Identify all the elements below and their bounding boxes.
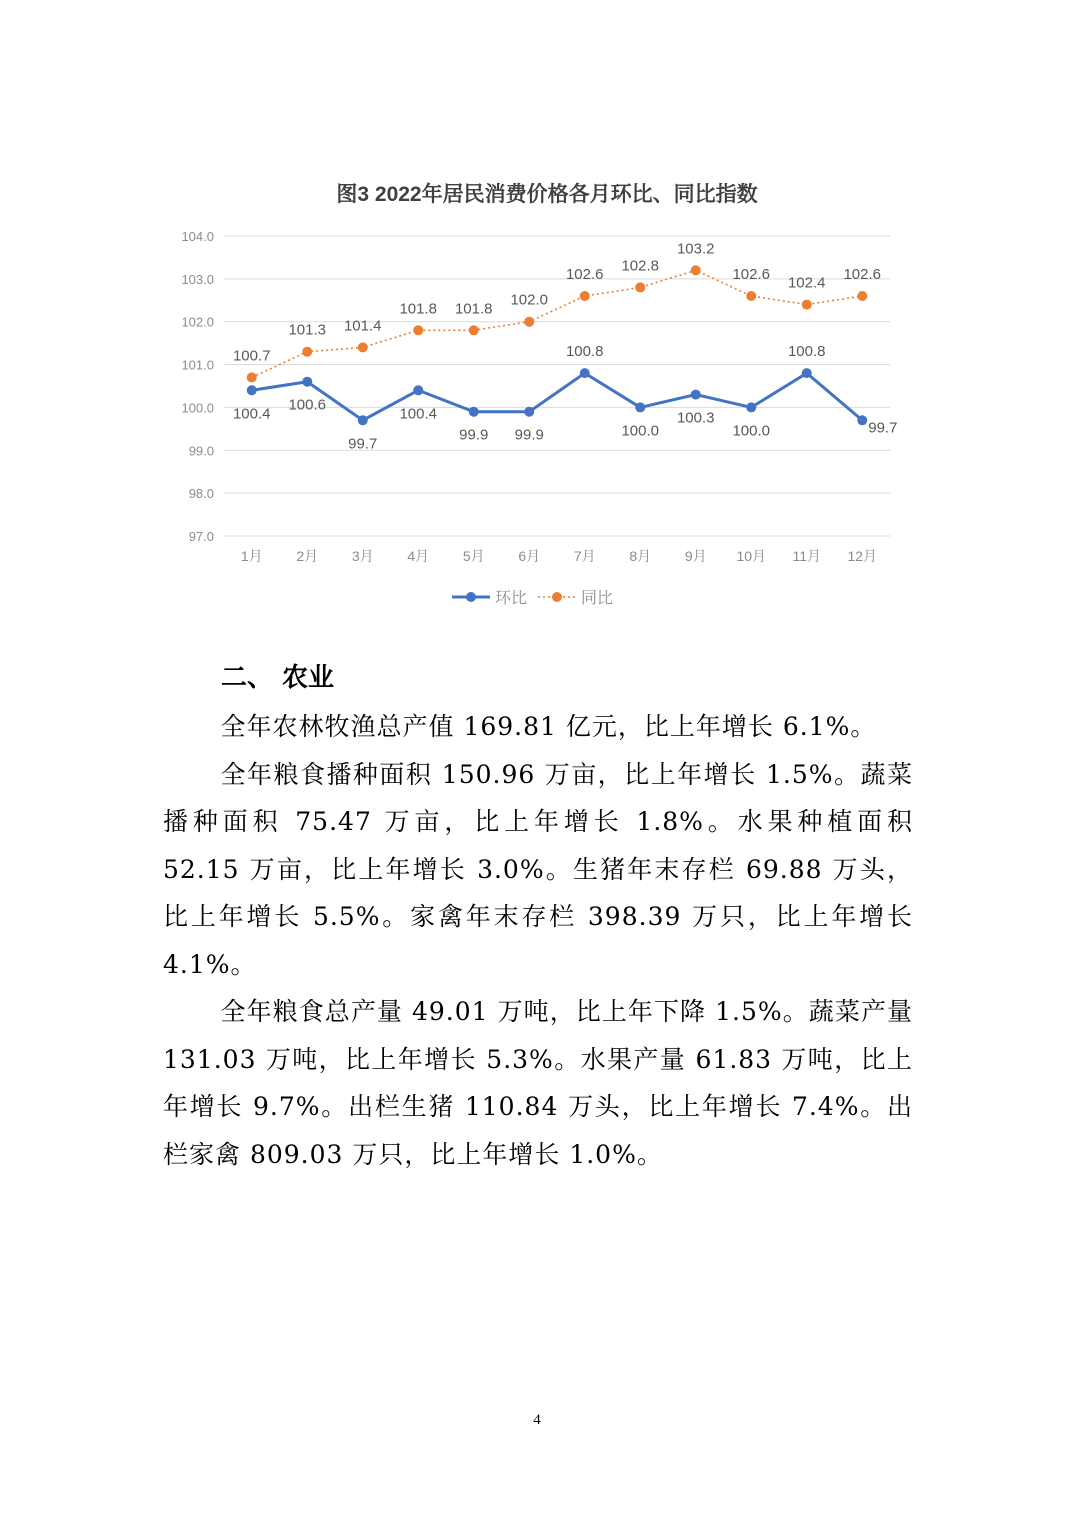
data-point (746, 402, 756, 412)
data-label-yoy: 102.6 (732, 266, 771, 283)
x-tick-label: 11月 (792, 548, 822, 564)
data-label-mom: 99.9 (459, 426, 489, 444)
paragraph-production: 全年粮食总产量 49.01 万吨，比上年下降 1.5%。蔬菜产量 131.03 万吨，比上年增长 5.3%。水果产量 61.83 万吨，比上年增长 9.7%。出栏生猪 110.84 万头，比上年增长 7.4%。出栏家禽 809.03 万只，比上年增长 1.0%。 (163, 997, 913, 1169)
x-tick-label: 12月 (847, 548, 878, 564)
data-label-mom: 99.7 (348, 435, 378, 453)
data-label-mom: 100.4 (232, 405, 271, 423)
agriculture-section (163, 655, 913, 1178)
data-point (247, 372, 257, 382)
data-label-mom: 100.3 (676, 409, 715, 427)
data-point (802, 368, 812, 378)
y-tick-label: 103.0 (181, 271, 214, 287)
data-label-yoy: 101.3 (288, 321, 327, 339)
legend-marker-yoy (552, 592, 562, 602)
data-label-yoy: 102.6 (565, 266, 604, 283)
data-label-mom: 100.4 (399, 405, 438, 423)
chart-canvas (150, 165, 910, 620)
legend-label-yoy: 同比 (581, 590, 614, 607)
data-point (413, 385, 423, 395)
data-point (358, 415, 368, 425)
series-line-0 (252, 373, 863, 423)
data-label-yoy: 102.0 (510, 291, 549, 309)
data-point (635, 402, 645, 412)
y-tick-label: 104.0 (181, 229, 214, 244)
data-point (302, 347, 312, 357)
data-point (413, 325, 423, 335)
data-point (524, 317, 534, 327)
data-label-mom: 99.7 (868, 419, 898, 437)
data-label-mom: 100.8 (565, 343, 604, 361)
data-point (691, 390, 701, 400)
y-tick-label: 101.0 (181, 357, 214, 373)
cpi-line-chart (150, 165, 910, 620)
chart-title: 图3 2022年居民消费价格各月环比、同比指数 (336, 183, 758, 206)
data-label-yoy: 100.7 (232, 347, 271, 365)
data-label-yoy: 102.6 (843, 266, 882, 283)
data-point (857, 291, 867, 301)
x-tick-label: 5月 (462, 548, 485, 564)
data-label-yoy: 103.2 (676, 240, 715, 258)
section-heading: 二、 农业 (221, 663, 335, 693)
data-point (635, 282, 645, 292)
paragraph-total-output: 全年农林牧渔总产值 169.81 亿元，比上年增长 6.1%。 (220, 712, 877, 741)
data-point (247, 385, 257, 395)
data-point (302, 377, 312, 387)
y-tick-label: 97.0 (188, 529, 214, 544)
x-tick-label: 10月 (736, 548, 767, 564)
data-point (802, 300, 812, 310)
y-tick-label: 102.0 (181, 314, 214, 330)
x-tick-label: 9月 (684, 548, 707, 564)
y-tick-label: 99.0 (188, 443, 214, 459)
data-label-mom: 100.6 (288, 396, 327, 414)
data-label-yoy: 101.4 (343, 317, 382, 335)
data-point (358, 342, 368, 352)
data-label-yoy: 101.8 (399, 300, 438, 318)
legend-label-mom: 环比 (495, 590, 528, 607)
data-point (469, 407, 479, 417)
data-label-mom: 100.0 (732, 422, 771, 440)
x-tick-label: 8月 (629, 548, 652, 564)
x-tick-label: 4月 (407, 548, 430, 564)
data-point (691, 265, 701, 275)
data-label-yoy: 102.8 (621, 257, 660, 275)
data-point (857, 415, 867, 425)
x-tick-label: 3月 (351, 548, 374, 564)
data-point (580, 368, 590, 378)
data-label-yoy: 102.4 (787, 274, 826, 292)
data-point (469, 325, 479, 335)
legend-marker-mom (466, 592, 476, 602)
x-tick-label: 1月 (240, 548, 263, 564)
data-label-mom: 99.9 (514, 426, 544, 444)
data-label-yoy: 101.8 (454, 300, 493, 318)
data-point (746, 291, 756, 301)
y-tick-label: 100.0 (181, 400, 214, 416)
x-tick-label: 7月 (573, 548, 596, 564)
data-point (524, 407, 534, 417)
data-label-mom: 100.0 (621, 422, 660, 440)
paragraph-planting-livestock: 全年粮食播种面积 150.96 万亩，比上年增长 1.5%。蔬菜播种面积 75.47 万亩，比上年增长 1.8%。水果种植面积 52.15 万亩，比上年增长 3.0%。生猪年末存栏 69.88 万头，比上年增长 5.5%。家禽年末存栏 398.39 万只，比上年增长 4.1%。 (163, 759, 913, 979)
page-number: 4 (533, 1412, 541, 1428)
data-label-mom: 100.8 (787, 343, 826, 361)
x-tick-label: 6月 (518, 548, 541, 564)
x-tick-label: 2月 (296, 548, 319, 564)
data-point (580, 291, 590, 301)
y-tick-label: 98.0 (188, 486, 214, 502)
